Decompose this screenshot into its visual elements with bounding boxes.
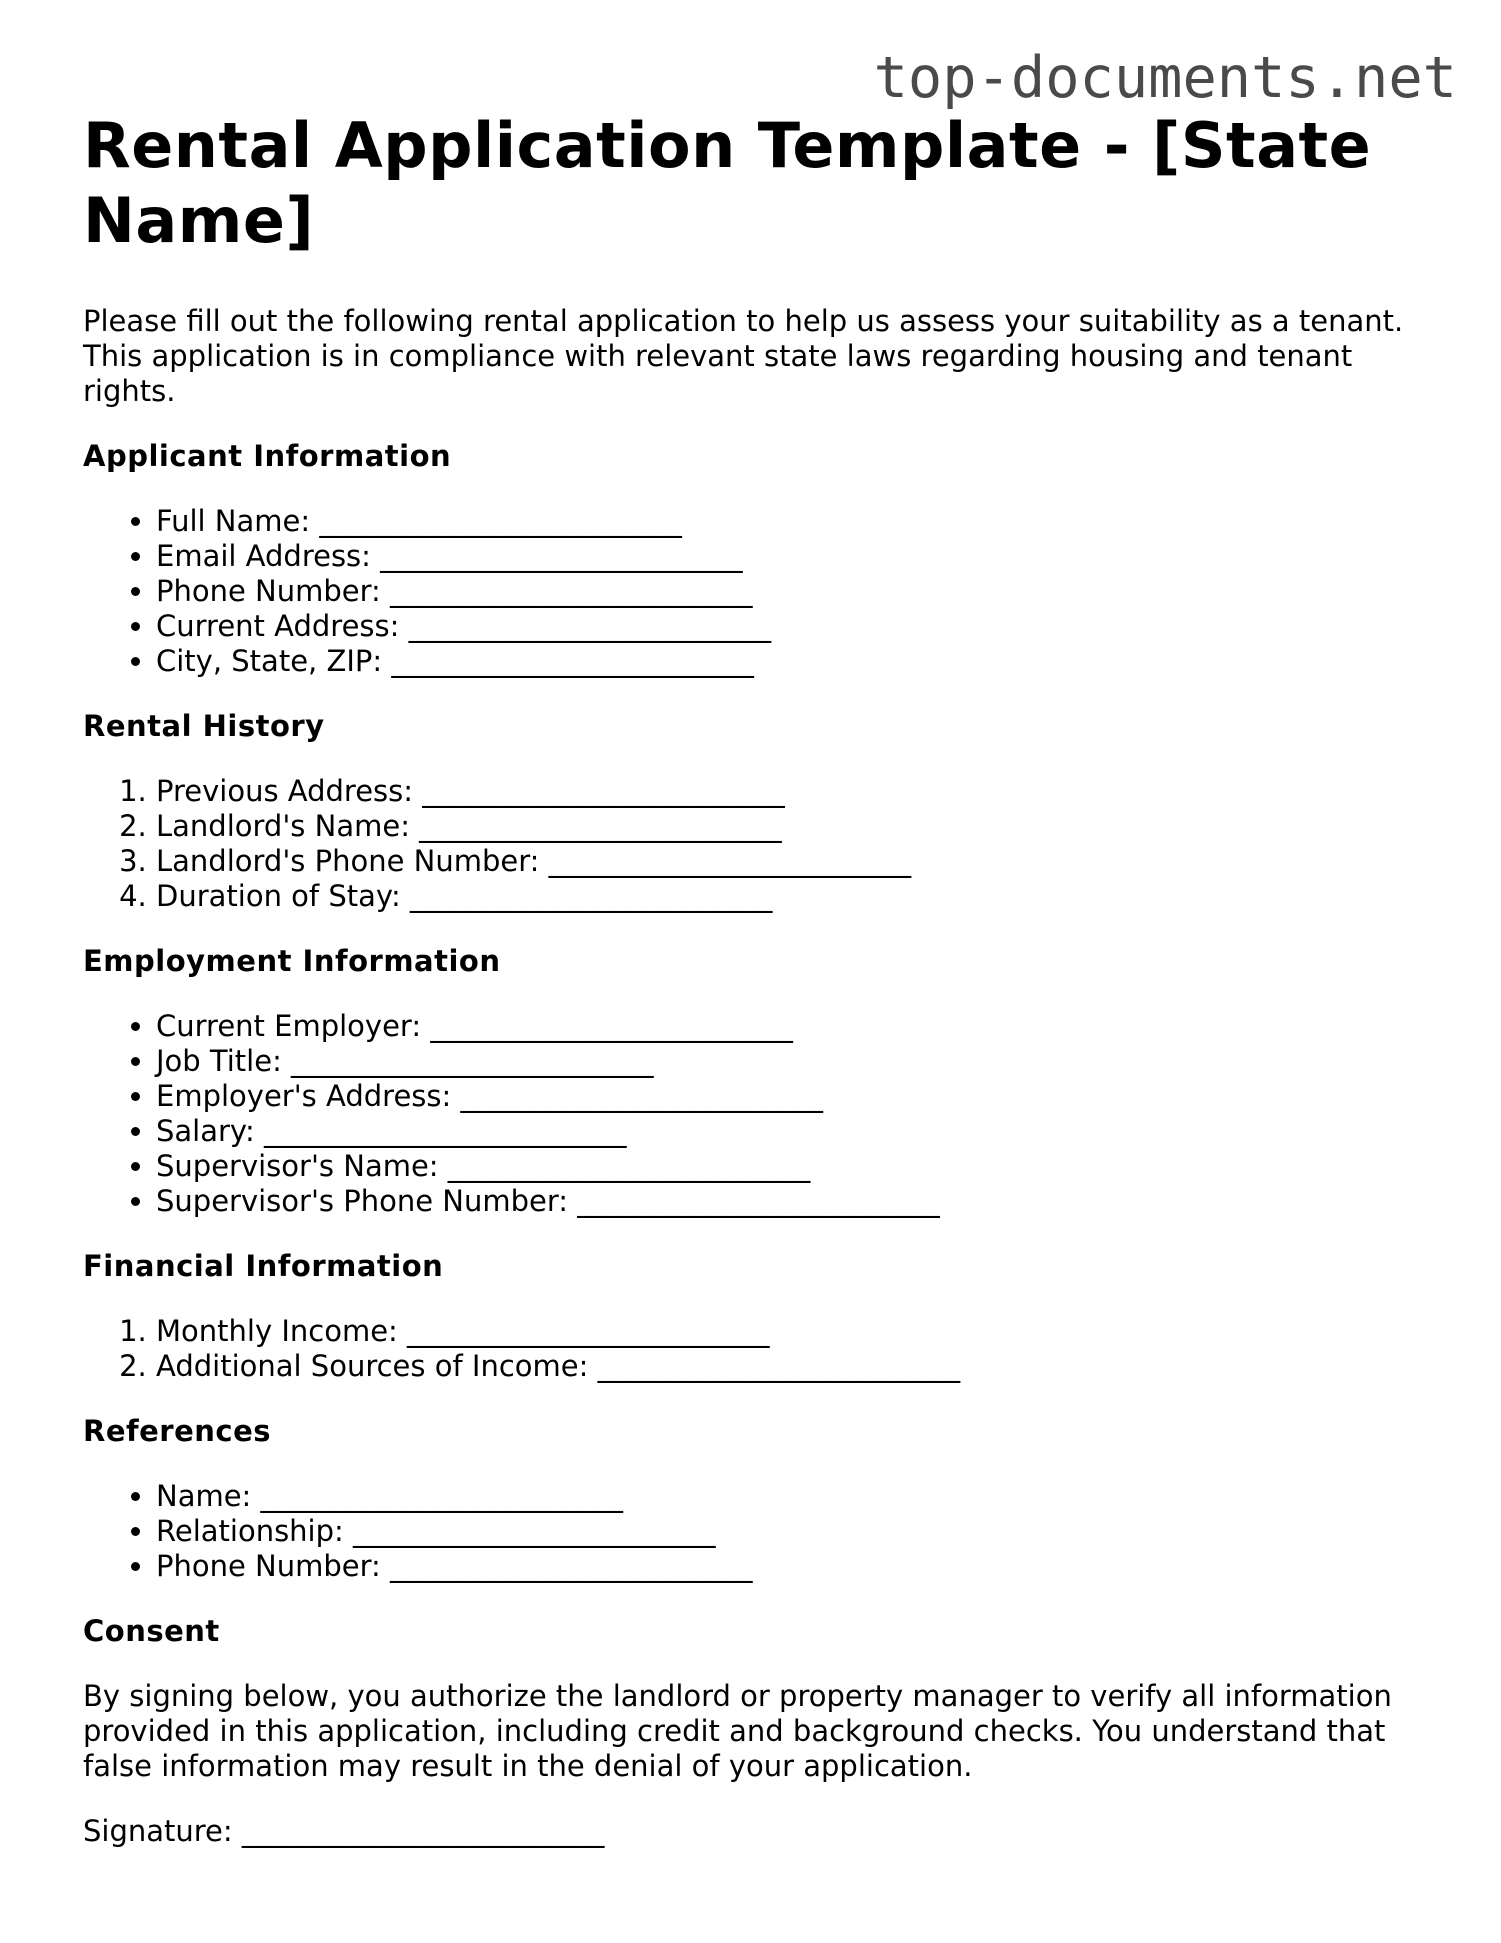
list-item: 1. Previous Address: _________________________ bbox=[156, 774, 1423, 809]
section-heading-applicant: Applicant Information bbox=[83, 439, 452, 473]
document-body bbox=[83, 108, 1423, 1879]
list-item: • Phone Number: _________________________ bbox=[156, 1549, 1423, 1584]
list-item: • Supervisor's Name: _________________________ bbox=[156, 1149, 1423, 1184]
list-item: • Employer's Address: _________________________ bbox=[156, 1079, 1423, 1114]
list-item: • Email Address: _________________________ bbox=[156, 539, 1423, 574]
list-item: 2. Landlord's Name: _________________________ bbox=[156, 809, 1423, 844]
references-list bbox=[83, 1479, 1423, 1584]
list-item: • Full Name: _________________________ bbox=[156, 504, 1423, 539]
watermark: top-documents.net bbox=[873, 45, 1457, 111]
section-heading-rental-history: Rental History bbox=[83, 709, 325, 743]
section-heading-references: References bbox=[83, 1414, 272, 1448]
list-item: • Relationship: _________________________ bbox=[156, 1514, 1423, 1549]
list-item: • Current Address: _________________________ bbox=[156, 609, 1423, 644]
section-heading-consent: Consent bbox=[83, 1614, 220, 1648]
employment-list bbox=[83, 1009, 1423, 1219]
consent-paragraph: By signing below, you authorize the landlord or property manager to verify all information provided in this application, including credit and background checks. You understand that false information may result in the denial of your application. bbox=[83, 1679, 1392, 1783]
signature-line: Signature: _________________________ bbox=[83, 1814, 605, 1848]
list-item: • Current Employer: _________________________ bbox=[156, 1009, 1423, 1044]
applicant-list bbox=[83, 504, 1423, 679]
list-item: • Salary: _________________________ bbox=[156, 1114, 1423, 1149]
list-item: • Name: _________________________ bbox=[156, 1479, 1423, 1514]
financial-list bbox=[83, 1314, 1423, 1384]
list-item: 3. Landlord's Phone Number: _________________________ bbox=[156, 844, 1423, 879]
list-item: 2. Additional Sources of Income: _________________________ bbox=[156, 1349, 1423, 1384]
list-item: 4. Duration of Stay: _________________________ bbox=[156, 879, 1423, 914]
list-item: • City, State, ZIP: _________________________ bbox=[156, 644, 1423, 679]
list-item: • Phone Number: _________________________ bbox=[156, 574, 1423, 609]
section-heading-employment: Employment Information bbox=[83, 944, 501, 978]
page-title: Rental Application Template - [State Name] bbox=[83, 109, 1372, 257]
list-item: 1. Monthly Income: _________________________ bbox=[156, 1314, 1423, 1349]
rental-history-list bbox=[83, 774, 1423, 914]
list-item: • Supervisor's Phone Number: _________________________ bbox=[156, 1184, 1423, 1219]
intro-paragraph: Please fill out the following rental application to help us assess your suitability as a tenant. This application is in compliance with relevant state laws regarding housing and tenant rights. bbox=[83, 304, 1404, 408]
list-item: • Job Title: _________________________ bbox=[156, 1044, 1423, 1079]
section-heading-financial: Financial Information bbox=[83, 1249, 444, 1283]
